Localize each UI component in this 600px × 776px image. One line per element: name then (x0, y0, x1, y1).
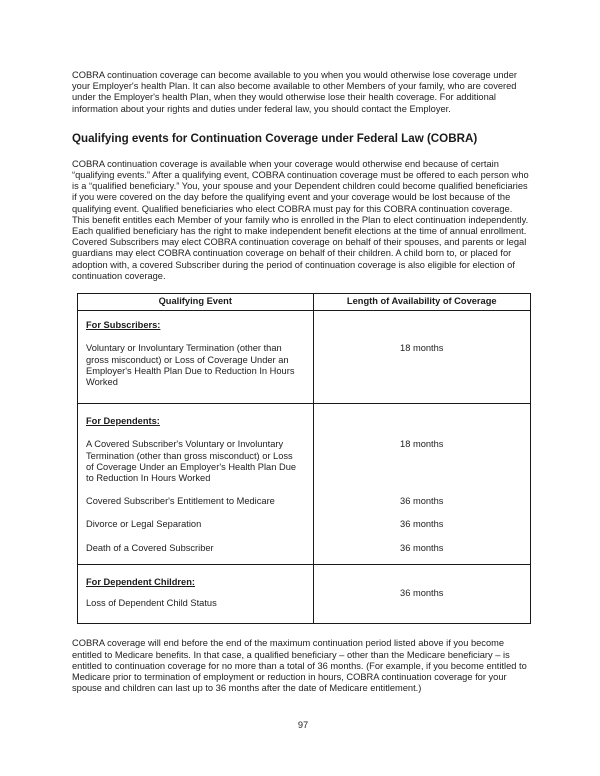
group-heading-cell (78, 564, 314, 588)
group-heading-dependent-children: For Dependent Children: (86, 576, 195, 587)
table-row (78, 404, 531, 428)
group-heading-dependents: For Dependents: (86, 416, 160, 427)
length-cell: 18 months (313, 331, 531, 403)
length-cell-empty (313, 404, 531, 428)
closing-paragraph: COBRA coverage will end before the end of the maximum continuation period listed above if you become entitled to Medicare benefits. In that case, a qualified beneficiary – other than the Medicare beneficiary – is entitled to continuation coverage for no more than a total of 36 months. (For example, if you become entitled to Medicare prior to termination of employment or reduction in hours, COBRA continuation coverage for your spouse and children can last up to 36 months after the date of Medicare entitlement.) (72, 638, 527, 694)
table-row (78, 484, 531, 507)
cobra-availability-paragraph: COBRA continuation coverage is available when your coverage would otherwise end because of certain “qualifying events.” After a qualifying event, COBRA continuation coverage must be offered to each person who is a “qualified beneficiary.” You, your spouse and your Dependent children could become qualified beneficiaries if you were covered on the day before the qualifying event and your coverage would be lost because of the qualifying event. Qualified beneficiaries who elect COBRA must pay for this COBRA continuation coverage. (72, 158, 529, 214)
intro-paragraph: COBRA continuation coverage can become available to you when you would otherwise lose coverage under your Employer's health Plan. It can also become available to other Members of your family, who are covered under the Employer's health Plan, when they would otherwise lose their health coverage. For additional information about your rights and duties under federal law, you should contact the Employer. (72, 70, 517, 114)
event-cell: Divorce or Legal Separation (86, 519, 202, 530)
group-heading-cell (78, 404, 314, 428)
event-cell: Voluntary or Involuntary Termination (other than gross misconduct) or Loss of Coverage Under an Employer's Health Plan Due to Reduction In Hours Worked (86, 343, 295, 388)
length-cell: 36 months (313, 564, 531, 623)
event-cell: Covered Subscriber's Entitlement to Medicare (86, 496, 275, 507)
page-number: 97 (297, 720, 309, 731)
table-row (78, 331, 531, 403)
table-header-row (78, 294, 531, 311)
table-row (78, 311, 531, 332)
table-row (78, 427, 531, 484)
independent-election-paragraph: This benefit entitles each Member of your family who is enrolled in the Plan to elect continuation independently. Each qualified beneficiary has the right to make independent benefit elections at the time of annual enrollment. Covered Subscribers may elect COBRA continuation coverage on behalf of their spouses, and parents or legal guardians may elect COBRA continuation coverage on behalf of their children. A child born to, or placed for adoption with, a covered Subscriber during the period of continuation coverage is also eligible for election of continuation coverage. (72, 214, 529, 281)
length-cell: 36 months (313, 484, 531, 507)
section-heading: Qualifying events for Continuation Coverage under Federal Law (COBRA) (72, 131, 478, 145)
length-cell: 36 months (313, 531, 531, 565)
table-row (78, 507, 531, 530)
length-cell: 18 months (313, 427, 531, 484)
event-cell: Loss of Dependent Child Status (86, 598, 217, 609)
group-heading-cell (78, 311, 314, 332)
length-cell-empty (313, 311, 531, 332)
event-cell: A Covered Subscriber's Voluntary or Involuntary Termination (other than gross misconduct) or Loss of Coverage Under an Employer's Health Plan Due to Reduction In Hours Worked (86, 439, 297, 484)
event-cell: Death of a Covered Subscriber (86, 542, 214, 553)
table-row (78, 564, 531, 588)
qualifying-events-table (77, 293, 531, 624)
column-header-length-of-availability: Length of Availability of Coverage (313, 294, 531, 311)
length-cell: 36 months (313, 507, 531, 530)
column-header-qualifying-event: Qualifying Event (78, 294, 314, 311)
table-row (78, 531, 531, 565)
group-heading-subscribers: For Subscribers: (86, 320, 161, 331)
